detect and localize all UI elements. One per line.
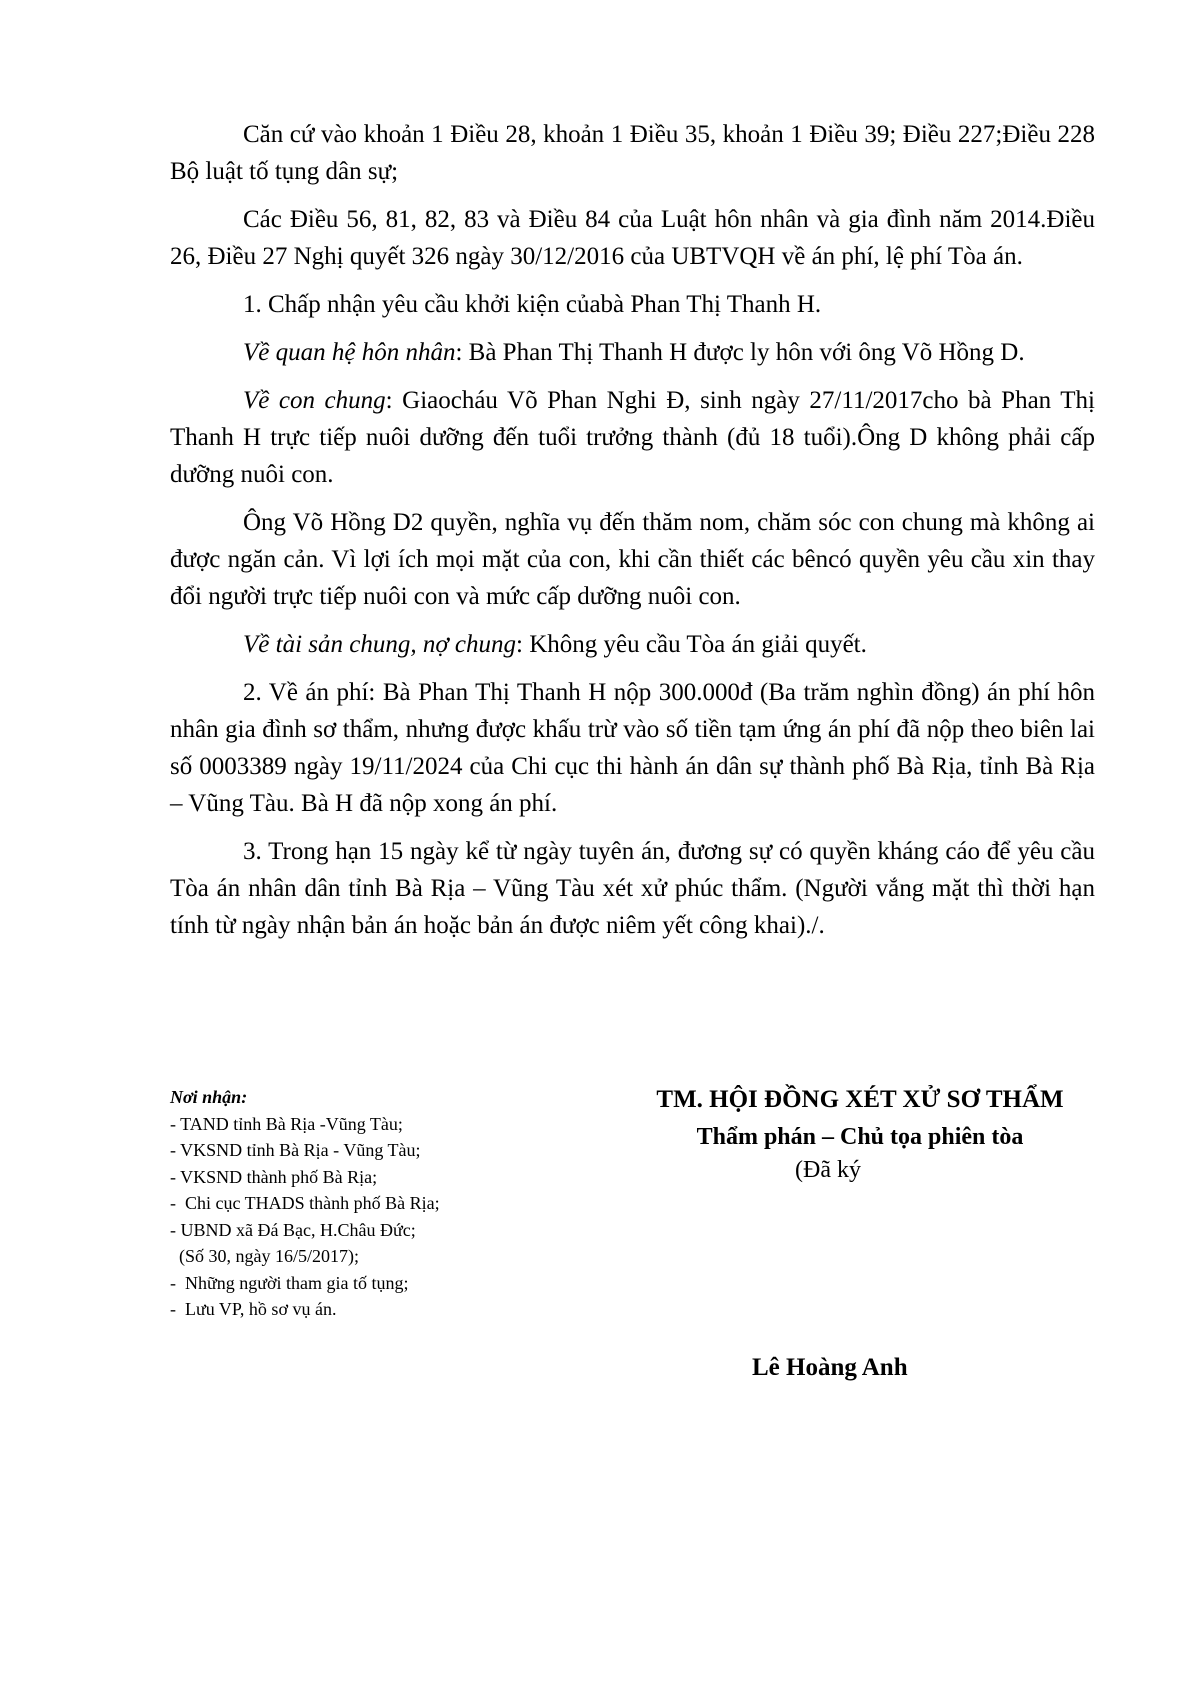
signature-role: Thẩm phán – Chủ tọa phiên tòa <box>696 1124 1024 1150</box>
signature-title: TM. HỘI ĐỒNG XÉT XỬ SƠ THẨM <box>656 1086 1064 1113</box>
legal-basis-paragraph: Căn cứ vào khoản 1 Điều 28, khoản 1 Điều 35, khoản 1 Điều 39; Điều 227;Điều 228 Bộ luật tố tụng dân sự; <box>170 121 1095 185</box>
child-paragraph <box>170 382 1095 493</box>
marriage-label: Về quan hệ hôn nhân <box>243 339 456 366</box>
appeal-paragraph: 3. Trong hạn 15 ngày kể từ ngày tuyên án, đương sự có quyền kháng cáo để yêu cầu Tòa án nhân dân tỉnh Bà Rịa – Vũng Tàu xét xử phúc thẩm. (Người vắng mặt thì thời hạn tính từ ngày nhận bản án hoặc bản án được niêm yết công khai)./. <box>170 838 1095 939</box>
property-text: : Không yêu cầu Tòa án giải quyết. <box>516 631 867 658</box>
recipient-item: - Những người tham gia tố tụng; <box>170 1272 409 1293</box>
signed-note: (Đã ký <box>795 1157 861 1183</box>
recipient-item: - TAND tỉnh Bà Rịa -Vũng Tàu; <box>170 1113 403 1134</box>
visitation-paragraph: Ông Võ Hồng D2 quyền, nghĩa vụ đến thăm nom, chăm sóc con chung mà không ai được ngăn cản. Vì lợi ích mọi mặt của con, khi cần thiết các bêncó quyền yêu cầu xin thay đổi người trực tiếp nuôi con và mức cấp dưỡng nuôi con. <box>170 509 1095 610</box>
property-paragraph <box>170 626 1095 663</box>
recipient-item: - Chi cục THADS thành phố Bà Rịa; <box>170 1193 440 1213</box>
child-text: : Giaocháu Võ Phan Nghi Đ, sinh ngày 27/11/2017cho bà Phan Thị Thanh H trực tiếp nuôi dưỡng đến tuổi trưởng thành (đủ 18 tuổi).Ông D không phải cấp dưỡng nuôi con. <box>170 387 1095 488</box>
recipient-item: - VKSND tỉnh Bà Rịa - Vũng Tàu; <box>170 1140 421 1160</box>
decision-item-1: 1. Chấp nhận yêu cầu khởi kiện củabà Phan Thị Thanh H. <box>243 291 822 318</box>
judgment-body <box>170 116 1095 955</box>
recipient-item: - UBND xã Đá Bạc, H.Châu Đức; <box>170 1219 416 1240</box>
court-fee-paragraph: 2. Về án phí: Bà Phan Thị Thanh H nộp 300.000đ (Ba trăm nghìn đồng) án phí hôn nhân gia đình sơ thẩm, nhưng được khấu trừ vào số tiền tạm ứng án phí đã nộp theo biên lai số 0003389 ngày 19/11/2024 của Chi cục thi hành án dân sự thành phố Bà Rịa, tỉnh Bà Rịa – Vũng Tàu. Bà H đã nộp xong án phí. <box>170 679 1095 817</box>
signature-block <box>600 1081 1120 1155</box>
property-label: Về tài sản chung, nợ chung <box>243 631 517 658</box>
recipient-item: - Lưu VP, hồ sơ vụ án. <box>170 1299 337 1319</box>
recipient-item: - VKSND thành phố Bà Rịa; <box>170 1166 378 1187</box>
child-label: Về con chung <box>243 387 386 414</box>
recipients-list <box>170 1084 590 1323</box>
recipients-heading: Nơi nhận: <box>170 1087 248 1107</box>
recipient-item: (Số 30, ngày 16/5/2017); <box>170 1246 359 1266</box>
marriage-paragraph <box>170 334 1095 371</box>
signer-name: Lê Hoàng Anh <box>752 1354 908 1381</box>
marriage-text: : Bà Phan Thị Thanh H được ly hôn với ông Võ Hồng D. <box>455 339 1025 366</box>
legal-basis-paragraph-2: Các Điều 56, 81, 82, 83 và Điều 84 của Luật hôn nhân và gia đình năm 2014.Điều 26, Điều 27 Nghị quyết 326 ngày 30/12/2016 của UBTVQH về án phí, lệ phí Tòa án. <box>170 206 1095 270</box>
